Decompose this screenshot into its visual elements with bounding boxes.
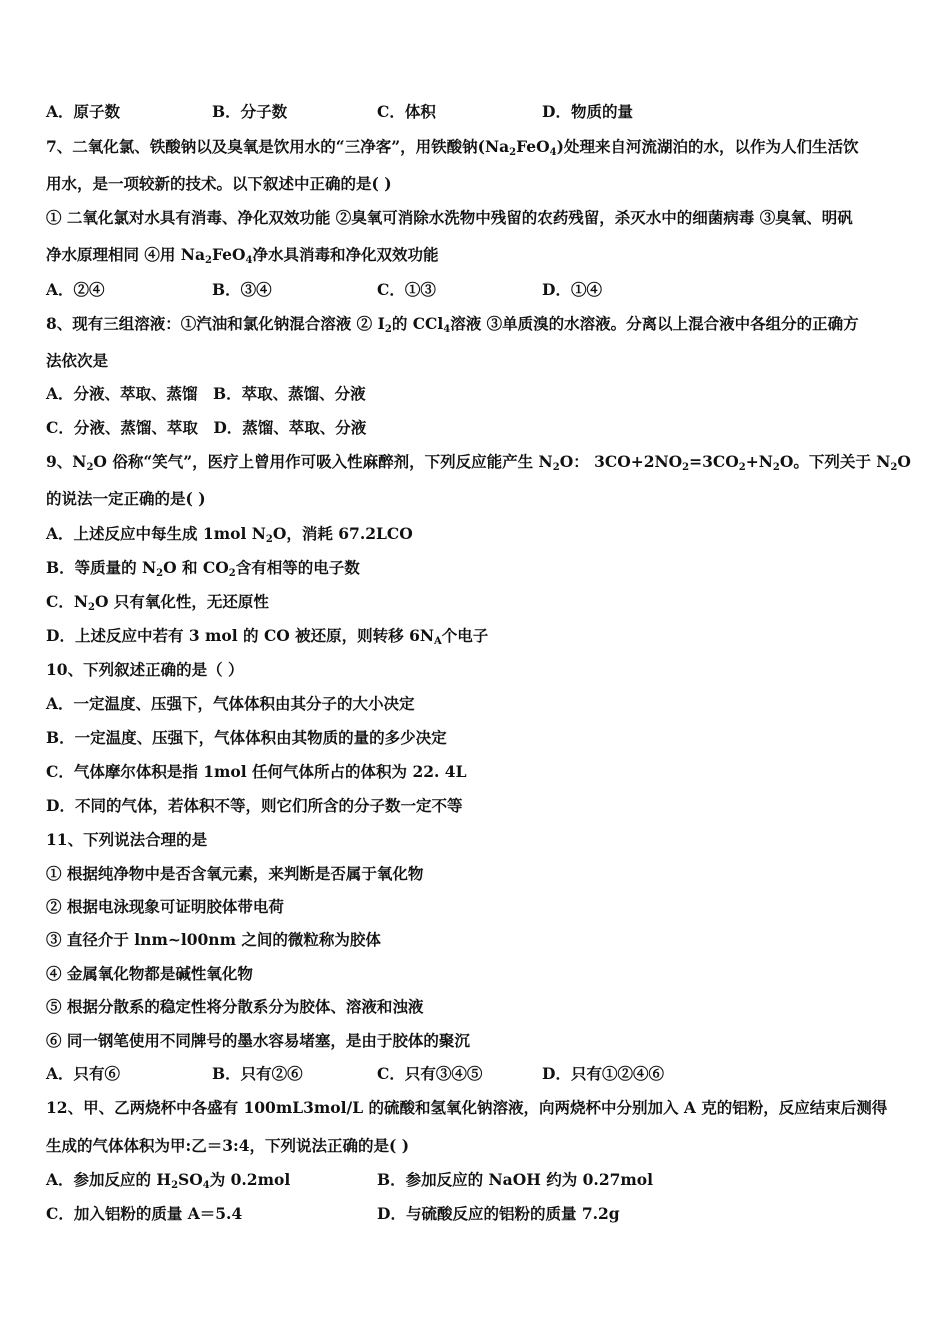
q7-stem-line-2: 用水，是一项较新的技术。以下叙述中正确的是( ) bbox=[46, 174, 392, 193]
q6-option-d: D．物质的量 bbox=[542, 102, 633, 121]
q10-stem: 10、下列叙述正确的是（ ） bbox=[46, 660, 244, 679]
q12-option-a: A．参加反应的 $H_2SO_4$为 0.2mol bbox=[46, 1170, 291, 1191]
q8-stem-line-2: 法依次是 bbox=[46, 351, 109, 370]
q11-option-d: D．只有①②④⑥ bbox=[542, 1064, 664, 1083]
q11-item-2: ② 根据电泳现象可证明胶体带电荷 bbox=[46, 897, 284, 916]
q7-stem-line-1: 7、二氧化氯、铁酸钠以及臭氧是饮用水的“三净客”，用铁酸钠$(Na_2FeO_4)$处理来自河流湖泊的水，以作为人们生活饮 bbox=[46, 137, 859, 158]
q7-option-d: D．①④ bbox=[542, 280, 602, 299]
q11-item-5: ⑤ 根据分散系的稳定性将分散系分为胶体、溶液和浊液 bbox=[46, 997, 424, 1016]
q8-options-ab: A．分液、萃取、蒸馏 B．萃取、蒸馏、分液 bbox=[46, 384, 366, 403]
q9-option-d: D．上述反应中若有 3 mol 的 CO 被还原，则转移 $6N_A$个电子 bbox=[46, 626, 489, 647]
q9-stem-line-2: 的说法一定正确的是( ) bbox=[46, 489, 206, 508]
q12-option-c: C．加入铝粉的质量 A＝5.4 bbox=[46, 1204, 243, 1223]
q10-option-b: B．一定温度、压强下，气体体积由其物质的量的多少决定 bbox=[46, 728, 447, 747]
q8-stem-line-1: 8、现有三组溶液：①汽油和氯化钠混合溶液 ② $I_2$的 CCl$_4$溶液 ③单质溴的水溶液。分离以上混合液中各组分的正确方 bbox=[46, 314, 859, 335]
q11-stem: 11、下列说法合理的是 bbox=[46, 830, 208, 849]
q7-option-a: A．②④ bbox=[46, 280, 105, 299]
q11-option-b: B．只有②⑥ bbox=[212, 1064, 303, 1083]
q7-items-line-1: ① 二氧化氯对水具有消毒、净化双效功能 ②臭氧可消除水洗物中残留的农药残留，杀灭水中的细菌病毒 ③臭氧、明矾 bbox=[46, 208, 853, 227]
q12-option-b: B．参加反应的 NaOH 约为 0.27mol bbox=[377, 1170, 654, 1189]
q6-option-c: C．体积 bbox=[377, 102, 436, 121]
q8-options-cd: C．分液、蒸馏、萃取 D．蒸馏、萃取、分液 bbox=[46, 418, 367, 437]
q12-option-d: D．与硫酸反应的铝粉的质量 7.2g bbox=[377, 1204, 620, 1223]
q7-items-line-2: 净水原理相同 ④用 $Na_2FeO_4$净水具消毒和净化双效功能 bbox=[46, 245, 439, 266]
q11-option-a: A．只有⑥ bbox=[46, 1064, 121, 1083]
q7-option-b: B．③④ bbox=[212, 280, 272, 299]
q9-option-a: A．上述反应中每生成 1mol $N_2O$，消耗 67.2LCO bbox=[46, 524, 413, 545]
q11-item-4: ④ 金属氧化物都是碱性氧化物 bbox=[46, 964, 253, 983]
q10-option-d: D．不同的气体，若体积不等，则它们所含的分子数一定不等 bbox=[46, 796, 463, 815]
q11-option-c: C．只有③④⑤ bbox=[377, 1064, 483, 1083]
q11-item-3: ③ 直径介于 lnm~l00nm 之间的微粒称为胶体 bbox=[46, 930, 381, 949]
q11-item-6: ⑥ 同一钢笔使用不同牌号的墨水容易堵塞，是由于胶体的聚沉 bbox=[46, 1031, 470, 1050]
q9-option-c: C．$N_2O$ 只有氧化性，无还原性 bbox=[46, 592, 269, 613]
q12-stem-line-1: 12、甲、乙两烧杯中各盛有 100mL3mol/L 的硫酸和氢氧化钠溶液，向两烧杯中分别加入 A 克的铝粉，反应结束后测得 bbox=[46, 1098, 888, 1117]
q9-option-b: B．等质量的 $N_2O$ 和 $CO_2$含有相等的电子数 bbox=[46, 558, 360, 579]
q9-stem-line-1: 9、$N_2O$ 俗称“笑气”，医疗上曾用作可吸入性麻醉剂，下列反应能产生 $N_2O$： $3CO+2NO_2=3CO_2+N_2O$。下列关于 $N_2O$ bbox=[46, 452, 911, 473]
q6-option-b: B．分子数 bbox=[212, 102, 288, 121]
q10-option-a: A．一定温度、压强下，气体体积由其分子的大小决定 bbox=[46, 694, 415, 713]
q11-item-1: ① 根据纯净物中是否含氧元素，来判断是否属于氧化物 bbox=[46, 864, 424, 883]
q12-stem-line-2: 生成的气体体积为甲:乙＝3:4，下列说法正确的是( ) bbox=[46, 1136, 410, 1155]
q6-option-a: A．原子数 bbox=[46, 102, 121, 121]
q7-option-c: C．①③ bbox=[377, 280, 436, 299]
q10-option-c: C．气体摩尔体积是指 1mol 任何气体所占的体积为 22. 4L bbox=[46, 762, 467, 781]
